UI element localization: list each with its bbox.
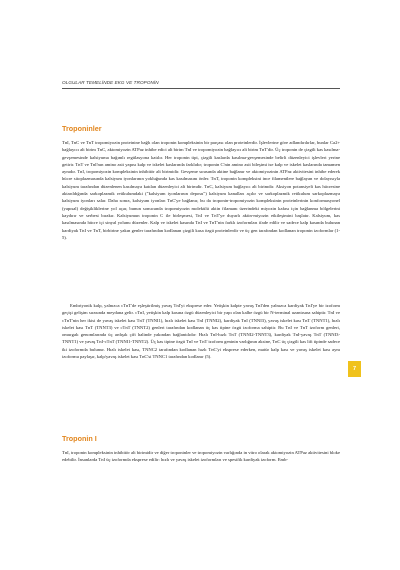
header-rule xyxy=(62,88,340,89)
page-number: 7 xyxy=(352,366,357,372)
page-number-tab xyxy=(348,361,361,377)
paragraph-troponin-i-1: TnI, troponin kompleksinin inhibitör alt birimidir ve diğer troponinler ve tropomiyozin varlığında in vitro olarak aktomiyozin ATPaz aktivitesini bloke edebilir. İnsanlarda TnI üç izoformda eksprese edilir: hızlı ve yavaş iskelet izoformları ve spesifik kardiyak izoform. Emb- xyxy=(62,450,340,463)
paragraph-troponinler-2: Embriyonik kalp, yalnızca cTnT'de eşleştirilmiş yavaş TnI'yi eksprese eder. Yetişkin kalpte yavaş TnI'den yalnızca kardiyak TnI'ye bir izoform geçişi gelişim sırasında meydana gelir. cTnI, yetişkin kalp kasına özgü düzenleyici bir yapı olan kalbe özgü bir N-terminal uzantısına sahiptir. TnI ve cTnT'nin her ikisi de yavaş iskelet kası TnT (TNNI1), hızlı iskelet kası TnI (TNNI2), kardiyak TnI (TNNI3), yavaş iskelet kası TnT (TNNT1), hızlı iskelet kası TnT (TNNT3) ve cTnT (TNNT2) genleri tarafından kodlanan üç kas tipine özgü izoforma sahiptir. Bu TnI ve TnT izoform genleri, omurgalı genomlarında üç ardışık çift halinde yakından bağlantılıdır: Hızlı TnI-hızlı TnT (TNNI2-TNNT3), kardiyak TnI-yavaş TnT (TNNI3- TNNT1) ve yavaş TnI-cTnT (TNNI1-TNNT2). Üç kas tipine özgü TnI ve TnT izoform geninin varlığının aksine, TnC üç çizgili kas lifi tipinde sadece iki izoformda bulunur. Hızlı iskelet kası, TNNC2 tarafından kodlanan hızlı TnC'yi eksprese ederken, matür kalp kası ve yavaş iskelet kası aynı izoformu paylaşır, kalp/yavaş iskelet kası TnC'si TNNC1 tarafından kodlanır (5). xyxy=(62,303,340,360)
paragraph-troponinler-1: TnI, TnC ve TnT tropomiyozin proteinine bağlı olan troponin kompleksinin bir parçası olan proteinlerdir. İşlevlerine göre adlandırılırlar, bunlar Ca2+ bağlayıcı alt birim TnC, aktomiyozin ATPaz inhibe edici alt birim TnI ve tropomiyozin bağlayıcı alt birim TnT'dir. Üç troponin de çizgili kas kasılma-gevşemesinde kalsiyuma bağımlı regülasyona katılır. Her troponin tipi, çizgili kaslarda kasılma-gevşemesinde belirli düzenleyici işlevleri yerine getirir. TnT ve TnI'nın amino asit yapısı kalp ve iskelet kaslarında farklıdır; troponin C'nin amino asit bileşimi ise kalp ve iskelet kaslarında tamamen aynıdır. TnI, tropomiyozin kompleksinin inhibitör alt birimidir. Gevşeme sırasında aktine bağlanır ve aktomiyozinin ATPaz aktivitesini inhibe ederek hücre sitoplazmasında kalsiyum iyonlarının yokluğunda kas kasılmasını önler. TnT, troponin kompleksini ince filamentlere bağlayan ve dolayısıyla kalsiyum tarafından düzenlenen kasılmaya katılan düzenleyici alt birimdir. TnC, kalsiyum bağlayıcı alt birimdir. Aksiyon potansiyeli kas hücresine aktarıldığında sarkoplazmik retikulumdaki ("kalsiyum iyonlarının deposu") kalsiyum kanalları açılır ve sarkoplazmik retikulum sarkoplazmaya kalsiyum iyonları salar. Daha sonra, kalsiyum iyonları TnC'ye bağlanır, bu da troponin-tropomiyozin kompleksinin proteinlerinin konformasyonel (yapısal) değişikliklerine yol açar, bunun sonucunda tropomiyozin molekülü aktin filamanı üzerindeki miyozin kafası için bağlanma bölgelerini kaydırır ve serbest bırakır. Kalsiyumun troponin C ile birleşmesi, TnI ve TnT'ye duyarlı aktin-miyozin etkileşimini başlatır. Kalsiyum, kas kasılmasında hücre içi sinyal yolunu düzenler. Kalp ve iskelet kasında TnI ve TnT'nin farklı izoformları ifade edilir ve sadece kalp kasında bulunan kardiyak TnI ve TnT, birbirine yakın genler tarafından kodlanan çizgili kasa özgü proteinlerdir ve üç gen tarafından kodlanan troponin izoformlar (1-5). xyxy=(62,140,340,240)
section-title-troponin-i: Troponin I xyxy=(62,434,97,443)
running-head: OLGULAR TEMELİNDE EKG VE TROPONİN xyxy=(62,80,159,85)
section-title-troponinler: Troponinler xyxy=(62,124,102,133)
